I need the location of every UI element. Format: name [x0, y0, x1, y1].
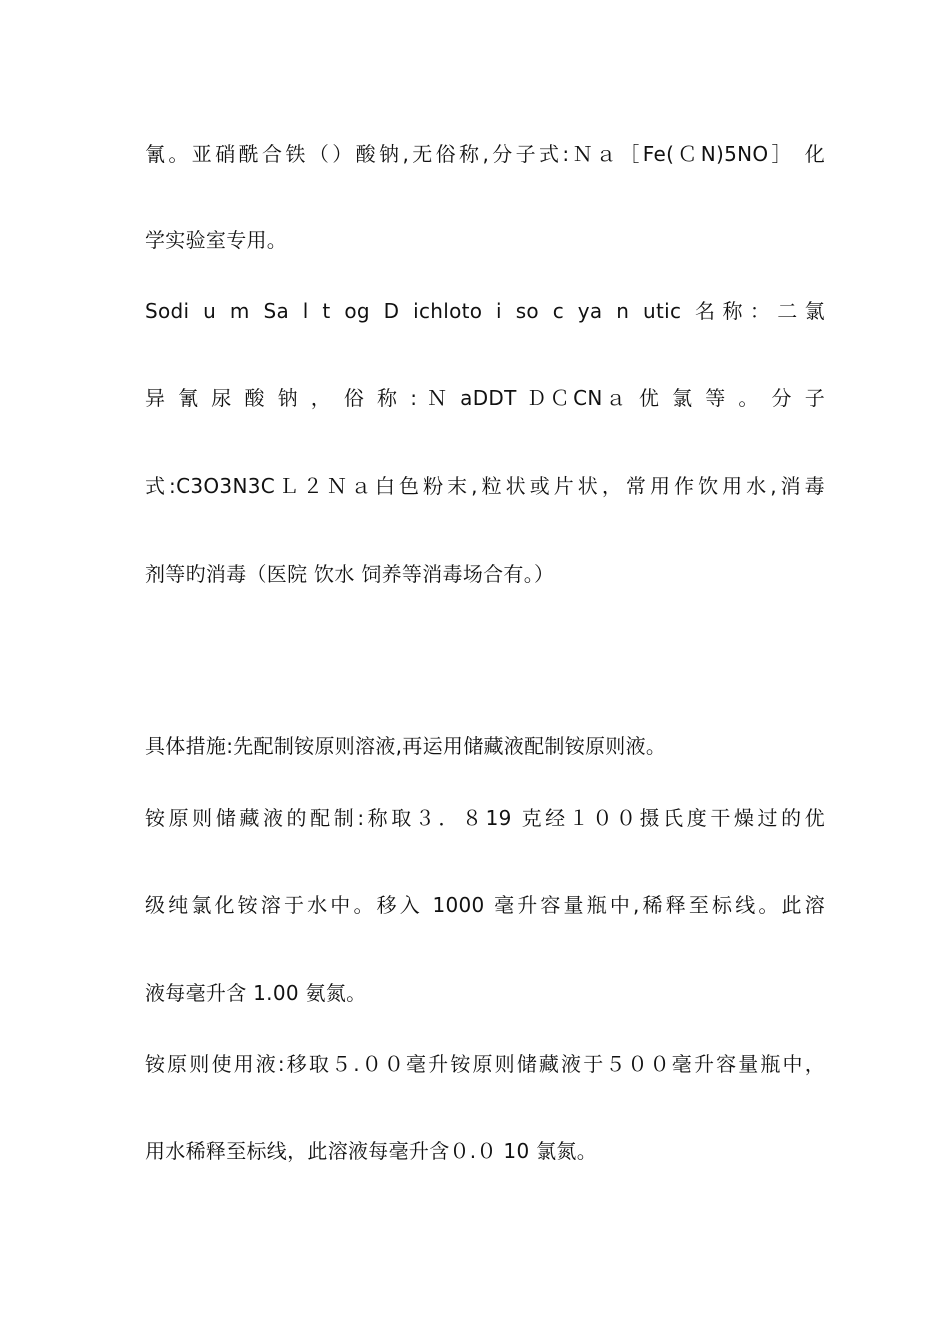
paragraph-line: Sodi u m Sa l t og D ichloto i so c ya n utic 名称：二氯 — [145, 299, 825, 323]
paragraph-line: 铵原则使用液:移取５.００毫升铵原则储藏液于５００毫升容量瓶中， — [145, 1052, 825, 1076]
paragraph-line: 具体措施:先配制铵原则溶液,再运用储藏液配制铵原则液。 — [145, 734, 667, 758]
paragraph-line: 级纯氯化铵溶于水中。移入 1000 毫升容量瓶中,稀释至标线。此溶 — [145, 893, 825, 917]
paragraph-line: 式:C3O3N3CＬ２Ｎａ白色粉末,粒状或片状，常用作饮用水,消毒 — [145, 474, 825, 498]
paragraph-line: 用水稀释至标线，此溶液每毫升含０.０ 10 氯氮。 — [145, 1139, 598, 1163]
paragraph-line: 剂等旳消毒（医院 饮水 饲养等消毒场合有。） — [145, 562, 555, 586]
paragraph-line: 学实验室专用。 — [145, 228, 288, 252]
paragraph-line: 异 氰 尿 酸 钠 ， 俗 称 : Ｎ aDDT ＤＣCNａ 优 氯 等 。 分 子 — [145, 386, 825, 410]
paragraph-line: 铵原则储藏液的配制:称取３．８19 克经１００摄氏度干燥过的优 — [145, 806, 825, 830]
paragraph-line: 氰。亚硝酰合铁（）酸钠,无俗称,分子式:Ｎａ［Fe(ＣN)5NO］ 化 — [145, 142, 825, 166]
paragraph-line: 液每毫升含 1.00 氨氮。 — [145, 981, 367, 1005]
